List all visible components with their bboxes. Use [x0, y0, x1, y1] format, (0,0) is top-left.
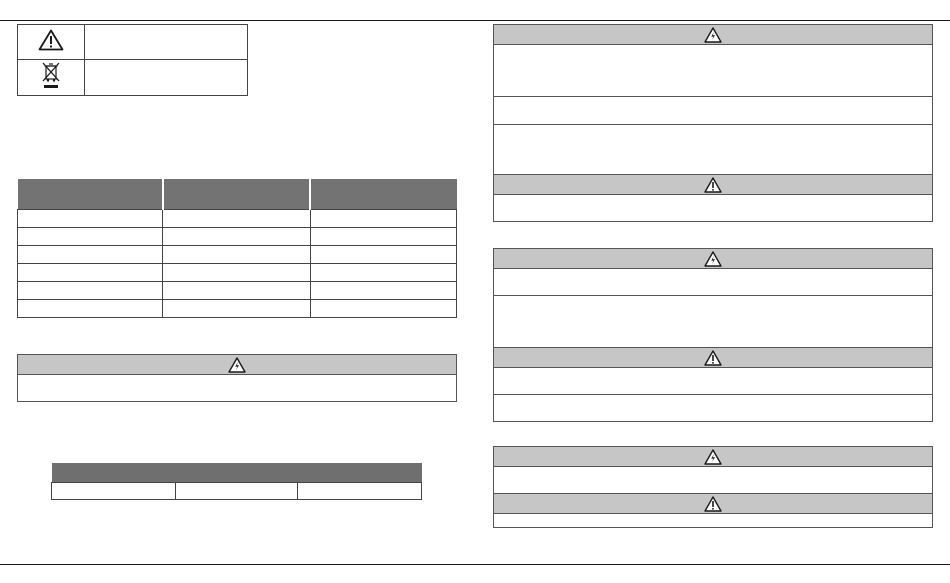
- warning-group-1: [493, 24, 933, 222]
- table-cell: [310, 282, 456, 300]
- warning-header: [494, 25, 932, 44]
- legend-text-warning: [85, 25, 248, 60]
- warning-group-2: [493, 248, 933, 422]
- spec-table-header-cell: [18, 179, 163, 210]
- crossed-out-bin-icon: [40, 60, 62, 90]
- warning-text: [494, 513, 932, 524]
- table-cell: [18, 300, 163, 318]
- warning-header: [494, 347, 932, 367]
- warning-header: [494, 249, 932, 268]
- legend-text-weee: [85, 60, 248, 96]
- warning-text: [494, 466, 932, 493]
- small-table-header: [52, 463, 422, 483]
- table-row: [18, 246, 457, 264]
- electric-hazard-icon: [704, 27, 722, 43]
- small-table-header-cell: [52, 463, 422, 483]
- table-cell: [310, 228, 456, 246]
- warning-text: [494, 394, 932, 420]
- table-cell: [163, 264, 310, 282]
- warning-text: [494, 367, 932, 394]
- electric-hazard-icon: [228, 357, 246, 373]
- spec-table: [17, 179, 457, 318]
- warning-text: [494, 44, 932, 96]
- warning-text: [494, 268, 932, 295]
- warning-text: [494, 194, 932, 221]
- table-row: [18, 210, 457, 228]
- warning-text: [494, 295, 932, 347]
- table-cell: [163, 282, 310, 300]
- electric-warning-box: [17, 354, 457, 402]
- table-cell: [18, 228, 163, 246]
- table-cell: [18, 264, 163, 282]
- table-row: [18, 300, 457, 318]
- warning-text: [494, 96, 932, 124]
- warning-text: [494, 124, 932, 174]
- symbol-legend: [17, 24, 248, 96]
- table-cell: [18, 246, 163, 264]
- warning-triangle-icon: [704, 350, 722, 366]
- warning-group-3: [493, 446, 933, 528]
- table-row: [52, 483, 422, 500]
- spec-table-header-cell: [163, 179, 310, 210]
- table-row: [18, 264, 457, 282]
- electric-hazard-icon: [704, 251, 722, 267]
- table-cell: [163, 300, 310, 318]
- table-cell: [163, 228, 310, 246]
- table-cell: [52, 483, 176, 500]
- table-cell: [175, 483, 298, 500]
- table-cell: [163, 210, 310, 228]
- electric-hazard-icon: [704, 449, 722, 465]
- warning-header: [494, 174, 932, 194]
- table-row: [18, 282, 457, 300]
- table-cell: [18, 282, 163, 300]
- warning-header: [494, 447, 932, 466]
- bottom-rule: [0, 564, 950, 565]
- legend-row-weee: [18, 60, 248, 96]
- table-cell: [310, 264, 456, 282]
- spec-table-header: [18, 179, 457, 210]
- legend-row-warning: [18, 25, 248, 60]
- table-row: [18, 228, 457, 246]
- table-cell: [18, 210, 163, 228]
- small-table: [51, 463, 422, 500]
- warning-triangle-icon: [704, 177, 722, 193]
- warning-text: [18, 374, 456, 402]
- top-rule: [0, 20, 950, 21]
- table-cell: [310, 246, 456, 264]
- table-cell: [163, 246, 310, 264]
- warning-header: [18, 355, 456, 374]
- warning-triangle-icon: [704, 496, 722, 512]
- table-cell: [298, 483, 422, 500]
- table-cell: [310, 300, 456, 318]
- table-cell: [310, 210, 456, 228]
- warning-triangle-icon: [38, 29, 64, 51]
- warning-header: [494, 493, 932, 513]
- spec-table-header-cell: [310, 179, 456, 210]
